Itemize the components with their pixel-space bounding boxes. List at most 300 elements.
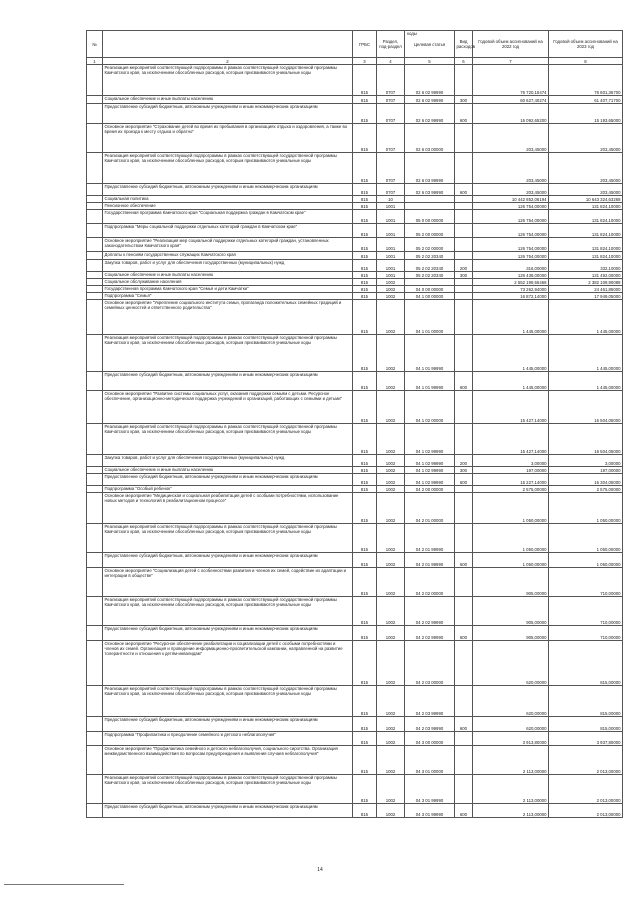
row-target-cell: 05 2 00 00000 [405, 224, 455, 238]
row-year1-cell: 126 438,00000 [473, 272, 549, 279]
row-number-cell [87, 746, 103, 775]
table-row [87, 372, 623, 391]
row-number-cell [87, 184, 103, 196]
row-grbs-cell: 815 [353, 238, 377, 252]
page-number: 14 [317, 867, 323, 873]
row-number-cell [87, 467, 103, 474]
row-year2-cell: 3,00000 [549, 455, 623, 467]
row-year1-cell: 620,00000 [473, 686, 549, 717]
row-exp-type-cell [455, 293, 473, 300]
table-row [87, 153, 623, 184]
row-name-cell: Основное мероприятие "Страхование детей во время их пребывания в организациях отдыха и оздоровления, а также во время их проезда к месту отдыха и обратно" [103, 124, 353, 153]
row-exp-type-cell [455, 775, 473, 804]
row-grbs-cell: 815 [353, 568, 377, 597]
row-exp-type-cell [455, 746, 473, 775]
row-name-cell: Реализация мероприятий соответствующей подпрограммы в рамках соответствующей государственной программы Камчатского края, за исключением обособленных расходов, которым присваиваются уникальные коды [103, 775, 353, 804]
table-row [87, 224, 623, 238]
row-exp-type-cell [455, 252, 473, 260]
row-name-cell: Предоставление субсидий бюджетным, автономным учреждениям и иным некоммерческим организациям [103, 372, 353, 391]
row-target-cell: 04 3 01 99990 [405, 775, 455, 804]
row-year1-cell: 2 113,00000 [473, 746, 549, 775]
row-number-cell [87, 196, 103, 203]
table-row [87, 238, 623, 252]
row-year2-cell: 131 824,10000 [549, 252, 623, 260]
row-section-cell: 1002 [377, 455, 405, 467]
row-exp-type-cell: 600 [455, 804, 473, 818]
row-number-cell [87, 732, 103, 746]
row-exp-type-cell: 600 [455, 553, 473, 568]
row-year1-cell: 73 262,94000 [473, 286, 549, 293]
row-year2-cell: 1 445,00000 [549, 300, 623, 335]
row-exp-type-cell [455, 300, 473, 335]
row-section-cell: 0707 [377, 65, 405, 96]
row-exp-type-cell [455, 65, 473, 96]
table-row [87, 260, 623, 272]
row-name-cell: Пенсионное обеспечение [103, 203, 353, 210]
row-exp-type-cell: 600 [455, 626, 473, 641]
row-year1-cell: 2 113,00000 [473, 775, 549, 804]
row-grbs-cell: 815 [353, 224, 377, 238]
row-grbs-cell: 815 [353, 474, 377, 486]
row-name-cell: Предоставление субсидий бюджетным, автономным учреждениям и иным некоммерческим организациям [103, 626, 353, 641]
col-section-header: Раздел, под-раздел [377, 31, 405, 58]
row-year1-cell: 203,45000 [473, 153, 549, 184]
row-name-cell: Социальное обеспечение и иные выплаты населению [103, 96, 353, 104]
table-row [87, 272, 623, 279]
row-year2-cell: 2 013,00000 [549, 775, 623, 804]
row-year1-cell: 203,45000 [473, 124, 549, 153]
row-grbs-cell: 815 [353, 597, 377, 626]
column-number: 7 [473, 58, 549, 65]
row-number-cell [87, 224, 103, 238]
row-target-cell: 04 1 00 00000 [405, 293, 455, 300]
row-year2-cell: 815,00000 [549, 717, 623, 732]
row-target-cell: 04 0 00 00000 [405, 286, 455, 293]
row-target-cell: 04 1 02 99990 [405, 474, 455, 486]
row-grbs-cell: 815 [353, 626, 377, 641]
column-number: 8 [549, 58, 623, 65]
row-number-cell [87, 626, 103, 641]
row-section-cell: 1002 [377, 553, 405, 568]
row-year2-cell: 2 382 109,90088 [549, 279, 623, 286]
row-target-cell: 02 6 02 99990 [405, 96, 455, 104]
row-year1-cell: 1 445,00000 [473, 372, 549, 391]
row-target-cell: 04 2 03 99990 [405, 686, 455, 717]
row-grbs-cell: 815 [353, 252, 377, 260]
row-year2-cell: 2 013,00000 [549, 746, 623, 775]
row-name-cell: Подпрограмма "Меры социальной поддержки отдельных категорий граждан в Камчатском крае" [103, 224, 353, 238]
row-year1-cell: 1 050,00000 [473, 553, 549, 568]
row-name-cell: Закупка товаров, работ и услуг для обеспечения государственных (муниципальных) нужд [103, 455, 353, 467]
table-row [87, 524, 623, 553]
row-exp-type-cell [455, 153, 473, 184]
row-exp-type-cell [455, 335, 473, 372]
table-row [87, 568, 623, 597]
row-number-cell [87, 335, 103, 372]
row-section-cell: 1002 [377, 293, 405, 300]
row-exp-type-cell [455, 391, 473, 424]
row-name-cell: Государственная программа Камчатского края "Семья и дети Камчатки" [103, 286, 353, 293]
row-section-cell: 1001 [377, 238, 405, 252]
row-exp-type-cell [455, 224, 473, 238]
table-row [87, 486, 623, 493]
row-name-cell: Предоставление субсидий бюджетным, автономным учреждениям и иным некоммерческим организациям [103, 474, 353, 486]
row-target-cell [405, 279, 455, 286]
row-grbs-cell: 815 [353, 641, 377, 686]
row-exp-type-cell [455, 597, 473, 626]
row-section-cell: 1001 [377, 272, 405, 279]
row-number-cell [87, 203, 103, 210]
table-row [87, 717, 623, 732]
table-row [87, 641, 623, 686]
table-row [87, 686, 623, 717]
row-grbs-cell: 815 [353, 746, 377, 775]
row-number-cell [87, 524, 103, 553]
row-year2-cell: 2 575,00000 [549, 486, 623, 493]
row-section-cell: 1002 [377, 717, 405, 732]
row-name-cell: Государственная программа Камчатского края "Социальная поддержка граждан в Камчатском крае" [103, 210, 353, 224]
table-row [87, 455, 623, 467]
row-year2-cell: 815,00000 [549, 641, 623, 686]
row-section-cell: 1002 [377, 372, 405, 391]
row-exp-type-cell [455, 210, 473, 224]
row-number-cell [87, 96, 103, 104]
column-number: 3 [353, 58, 377, 65]
row-name-cell: Основное мероприятие "Профилактика семейного и детского неблагополучия, социального сиротства. Организация межведомственного взаимодействия по вопросам предупреждения и выявления случаев неблагополучия" [103, 746, 353, 775]
row-grbs-cell: 815 [353, 524, 377, 553]
row-name-cell: Предоставление субсидий бюджетным, автономным учреждениям и иным некоммерческим организациям [103, 717, 353, 732]
row-grbs-cell: 815 [353, 553, 377, 568]
table-row [87, 279, 623, 286]
row-year1-cell: 15 427,14000 [473, 391, 549, 424]
row-section-cell: 1001 [377, 203, 405, 210]
row-section-cell: 1002 [377, 597, 405, 626]
col-grbs-header: ГРБС [353, 31, 377, 58]
row-year1-cell: 126 754,00000 [473, 203, 549, 210]
row-year2-cell: 131 824,10000 [549, 203, 623, 210]
row-year2-cell: 16 504,05000 [549, 391, 623, 424]
row-grbs-cell: 815 [353, 717, 377, 732]
row-grbs-cell: 815 [353, 65, 377, 96]
row-target-cell: 05 2 02 20340 [405, 272, 455, 279]
row-target-cell: 04 2 01 99990 [405, 524, 455, 553]
row-name-cell: Реализация мероприятий соответствующей подпрограммы в рамках соответствующей государственной программы Камчатского края, за исключением обособленных расходов, которым присваиваются уникальные коды [103, 424, 353, 455]
row-name-cell: Предоставление субсидий бюджетным, автономным учреждениям и иным некоммерческим организациям [103, 553, 353, 568]
table-row [87, 732, 623, 746]
row-section-cell: 1002 [377, 279, 405, 286]
row-year2-cell: 15 193,65000 [549, 104, 623, 124]
row-number-cell [87, 553, 103, 568]
row-name-cell: Основное мероприятие "Социализация детей с особенностями развития и членов их семей, содействие их адаптации и интеграции в обществе" [103, 568, 353, 597]
row-section-cell: 1002 [377, 746, 405, 775]
row-number-cell [87, 272, 103, 279]
row-number-cell [87, 804, 103, 818]
row-grbs-cell: 815 [353, 104, 377, 124]
row-grbs-cell: 815 [353, 775, 377, 804]
row-year2-cell: 131 824,10000 [549, 238, 623, 252]
row-target-cell: 05 0 00 00000 [405, 210, 455, 224]
row-section-cell: 1002 [377, 686, 405, 717]
table-row [87, 474, 623, 486]
row-year2-cell: 203,45000 [549, 124, 623, 153]
row-exp-type-cell: 200 [455, 260, 473, 272]
row-year1-cell: 126 754,00000 [473, 224, 549, 238]
row-number-cell [87, 424, 103, 455]
row-name-cell: Предоставление субсидий бюджетным, автономным учреждениям и иным некоммерческим организациям [103, 104, 353, 124]
row-target-cell: 04 1 02 00000 [405, 391, 455, 424]
row-target-cell: 04 1 02 99990 [405, 467, 455, 474]
row-year2-cell: 10 643 324,63268 [549, 196, 623, 203]
row-target-cell: 05 2 02 20340 [405, 252, 455, 260]
table-row [87, 553, 623, 568]
row-year2-cell: 197,00000 [549, 467, 623, 474]
row-number-cell [87, 104, 103, 124]
row-exp-type-cell [455, 641, 473, 686]
row-year1-cell: 126 754,00000 [473, 252, 549, 260]
row-grbs-cell: 815 [353, 210, 377, 224]
row-name-cell: Закупка товаров, работ и услуг для обеспечения государственных (муниципальных) нужд [103, 260, 353, 272]
row-target-cell: 02 6 02 99990 [405, 104, 455, 124]
row-grbs-cell: 815 [353, 732, 377, 746]
col-year2-header: Годовой объем ассигнований на 2023 год [549, 31, 623, 58]
row-year2-cell: 17 949,05000 [549, 293, 623, 300]
row-year1-cell: 15 227,14000 [473, 474, 549, 486]
row-section-cell: 1002 [377, 391, 405, 424]
row-exp-type-cell: 600 [455, 104, 473, 124]
column-number: 5 [405, 58, 455, 65]
col-num-header: № [87, 31, 103, 58]
row-target-cell: 04 2 00 00000 [405, 486, 455, 493]
row-number-cell [87, 124, 103, 153]
row-year1-cell: 905,00000 [473, 568, 549, 597]
row-section-cell: 1002 [377, 286, 405, 293]
column-number: 6 [455, 58, 473, 65]
row-target-cell: 04 3 00 00000 [405, 732, 455, 746]
row-exp-type-cell [455, 424, 473, 455]
col-year1-header: Годовой объем ассигнований на 2022 год [473, 31, 549, 58]
row-number-cell [87, 153, 103, 184]
row-exp-type-cell [455, 286, 473, 293]
table-row [87, 335, 623, 372]
row-name-cell: Основное мероприятие "Укрепление социального института семьи, пропаганда положительных семейных традиций и семейных ценностей и ответственного родительства" [103, 300, 353, 335]
row-name-cell: Реализация мероприятий соответствующей подпрограммы в рамках соответствующей государственной программы Камчатского края, за исключением обособленных расходов, которым присваиваются уникальные коды [103, 65, 353, 96]
row-name-cell: Подпрограмма "Профилактика и преодоление семейного и детского неблагополучия" [103, 732, 353, 746]
row-name-cell: Реализация мероприятий соответствующей подпрограммы в рамках соответствующей государственной программы Камчатского края, за исключением обособленных расходов, которым присваиваются уникальные коды [103, 524, 353, 553]
row-number-cell [87, 474, 103, 486]
row-year1-cell: 15 427,14000 [473, 424, 549, 455]
row-exp-type-cell: 300 [455, 272, 473, 279]
row-name-cell: Социальная политика [103, 196, 353, 203]
row-number-cell [87, 260, 103, 272]
row-section-cell: 1002 [377, 641, 405, 686]
row-target-cell: 02 6 02 99990 [405, 65, 455, 96]
row-year2-cell: 203,45000 [549, 153, 623, 184]
row-grbs-cell: 815 [353, 196, 377, 203]
row-year2-cell: 1 050,00000 [549, 524, 623, 553]
row-target-cell: 04 1 01 00000 [405, 300, 455, 335]
col-target-header: Целевая статья [405, 31, 455, 58]
table-row [87, 300, 623, 335]
row-section-cell: 1001 [377, 224, 405, 238]
row-number-cell [87, 65, 103, 96]
row-grbs-cell: 815 [353, 286, 377, 293]
row-year1-cell: 620,00000 [473, 641, 549, 686]
row-exp-type-cell: 300 [455, 96, 473, 104]
table-row [87, 286, 623, 293]
row-grbs-cell: 815 [353, 335, 377, 372]
row-year1-cell: 1 050,00000 [473, 524, 549, 553]
row-exp-type-cell: 300 [455, 467, 473, 474]
row-year1-cell: 16 872,14000 [473, 293, 549, 300]
row-section-cell: 0707 [377, 96, 405, 104]
row-exp-type-cell [455, 493, 473, 524]
row-year2-cell: 1 050,00000 [549, 493, 623, 524]
row-number-cell [87, 391, 103, 424]
row-exp-type-cell: 600 [455, 372, 473, 391]
row-target-cell [405, 203, 455, 210]
table-row [87, 775, 623, 804]
col-exp-type-header: Вид расходов [455, 31, 473, 58]
table-row [87, 124, 623, 153]
table-row [87, 252, 623, 260]
row-target-cell: 04 1 02 99990 [405, 455, 455, 467]
row-name-cell: Подпрограмма "Особый ребенок" [103, 486, 353, 493]
row-year2-cell: 203,45000 [549, 184, 623, 196]
row-section-cell: 1002 [377, 424, 405, 455]
row-section-cell: 0707 [377, 153, 405, 184]
row-grbs-cell: 815 [353, 493, 377, 524]
row-year1-cell: 1 445,00000 [473, 335, 549, 372]
row-section-cell: 1002 [377, 524, 405, 553]
row-grbs-cell: 815 [353, 260, 377, 272]
row-section-cell: 1001 [377, 260, 405, 272]
row-year1-cell: 905,00000 [473, 626, 549, 641]
table-row [87, 391, 623, 424]
row-number-cell [87, 717, 103, 732]
row-section-cell: 1002 [377, 467, 405, 474]
row-year1-cell: 10 442 852,06194 [473, 196, 549, 203]
row-name-cell: Социальное обеспечение и иные выплаты населению [103, 272, 353, 279]
row-target-cell: 04 3 01 00000 [405, 746, 455, 775]
row-exp-type-cell [455, 486, 473, 493]
row-name-cell: Основное мероприятие "Ресурсное обеспечение реабилитации и социализации детей с особыми потребностями и членов их семей. Организация и проведение информационно-просветительской кампании, направленной на развитие толерантности и отношения к детям-инвалидам" [103, 641, 353, 686]
row-number-cell [87, 238, 103, 252]
row-grbs-cell: 815 [353, 300, 377, 335]
row-year1-cell: 197,00000 [473, 467, 549, 474]
row-name-cell: Социальное обслуживание населения [103, 279, 353, 286]
row-target-cell: 04 1 02 99990 [405, 424, 455, 455]
row-grbs-cell: 815 [353, 293, 377, 300]
row-target-cell: 04 2 01 99990 [405, 553, 455, 568]
row-exp-type-cell: 600 [455, 474, 473, 486]
row-section-cell: 1002 [377, 300, 405, 335]
row-section-cell: 1001 [377, 210, 405, 224]
row-target-cell: 05 2 02 00000 [405, 238, 455, 252]
row-exp-type-cell [455, 238, 473, 252]
row-name-cell: Основное мероприятие "Реализация мер социальной поддержки отдельных категорий граждан, установленных законодательством Камчатского края" [103, 238, 353, 252]
row-year2-cell: 16 304,05000 [549, 474, 623, 486]
row-number-cell [87, 597, 103, 626]
row-year2-cell: 61 407,71700 [549, 96, 623, 104]
row-year2-cell: 76 601,36700 [549, 65, 623, 96]
row-number-cell [87, 210, 103, 224]
row-name-cell: Реализация мероприятий соответствующей подпрограммы в рамках соответствующей государственной программы Камчатского края, за исключением обособленных расходов, которым присваиваются уникальные коды [103, 153, 353, 184]
table-row [87, 184, 623, 196]
row-grbs-cell: 815 [353, 424, 377, 455]
row-target-cell: 04 1 01 99990 [405, 372, 455, 391]
row-section-cell: 1002 [377, 474, 405, 486]
row-exp-type-cell [455, 524, 473, 553]
row-exp-type-cell: 200 [455, 455, 473, 467]
row-year1-cell: 126 754,00000 [473, 210, 549, 224]
row-year1-cell: 620,00000 [473, 717, 549, 732]
row-section-cell: 1002 [377, 335, 405, 372]
row-number-cell [87, 641, 103, 686]
row-target-cell: 04 2 03 00000 [405, 641, 455, 686]
row-number-cell [87, 686, 103, 717]
row-year1-cell: 1 050,00000 [473, 493, 549, 524]
table-row [87, 493, 623, 524]
row-year2-cell: 1 445,00000 [549, 335, 623, 372]
row-year2-cell: 1 445,00000 [549, 372, 623, 391]
row-number-cell [87, 252, 103, 260]
budget-table-sheet [86, 30, 622, 818]
row-year2-cell: 710,00000 [549, 626, 623, 641]
codes-group-label: коды [407, 31, 417, 36]
row-grbs-cell: 815 [353, 279, 377, 286]
row-section-cell: 1002 [377, 804, 405, 818]
row-section-cell: 1002 [377, 493, 405, 524]
row-year1-cell: 2 113,00000 [473, 804, 549, 818]
row-name-cell: Подпрограмма "Семья" [103, 293, 353, 300]
row-year2-cell: 16 504,05000 [549, 424, 623, 455]
row-section-cell: 1002 [377, 775, 405, 804]
row-number-cell [87, 775, 103, 804]
row-target-cell: 04 2 02 00000 [405, 568, 455, 597]
row-section-cell: 1001 [377, 252, 405, 260]
table-row [87, 104, 623, 124]
table-row [87, 597, 623, 626]
row-year1-cell: 1 445,00000 [473, 300, 549, 335]
row-target-cell: 02 6 03 99990 [405, 153, 455, 184]
column-number-row [87, 58, 623, 65]
row-target-cell: 04 2 02 99990 [405, 597, 455, 626]
row-target-cell: 04 1 01 99990 [405, 335, 455, 372]
row-number-cell [87, 286, 103, 293]
table-row [87, 626, 623, 641]
row-year2-cell: 24 461,85000 [549, 286, 623, 293]
table-row [87, 424, 623, 455]
row-exp-type-cell [455, 279, 473, 286]
row-section-cell: 1002 [377, 626, 405, 641]
row-number-cell [87, 279, 103, 286]
row-name-cell: Предоставление субсидий бюджетным, автономным учреждениям и иным некоммерческим организациям [103, 804, 353, 818]
row-year2-cell: 2 013,00000 [549, 804, 623, 818]
row-section-cell: 1002 [377, 486, 405, 493]
row-name-cell: Социальное обеспечение и иные выплаты населению [103, 467, 353, 474]
row-grbs-cell: 815 [353, 272, 377, 279]
row-name-cell: Реализация мероприятий соответствующей подпрограммы в рамках соответствующей государственной программы Камчатского края, за исключением обособленных расходов, которым присваиваются уникальные коды [103, 597, 353, 626]
row-year1-cell: 60 627,40274 [473, 96, 549, 104]
row-section-cell: 1002 [377, 568, 405, 597]
row-number-cell [87, 486, 103, 493]
row-number-cell [87, 300, 103, 335]
table-row [87, 746, 623, 775]
table-row [87, 196, 623, 203]
row-year1-cell: 126 754,00000 [473, 238, 549, 252]
row-target-cell: 02 6 03 99990 [405, 184, 455, 196]
row-year2-cell: 710,00000 [549, 597, 623, 626]
